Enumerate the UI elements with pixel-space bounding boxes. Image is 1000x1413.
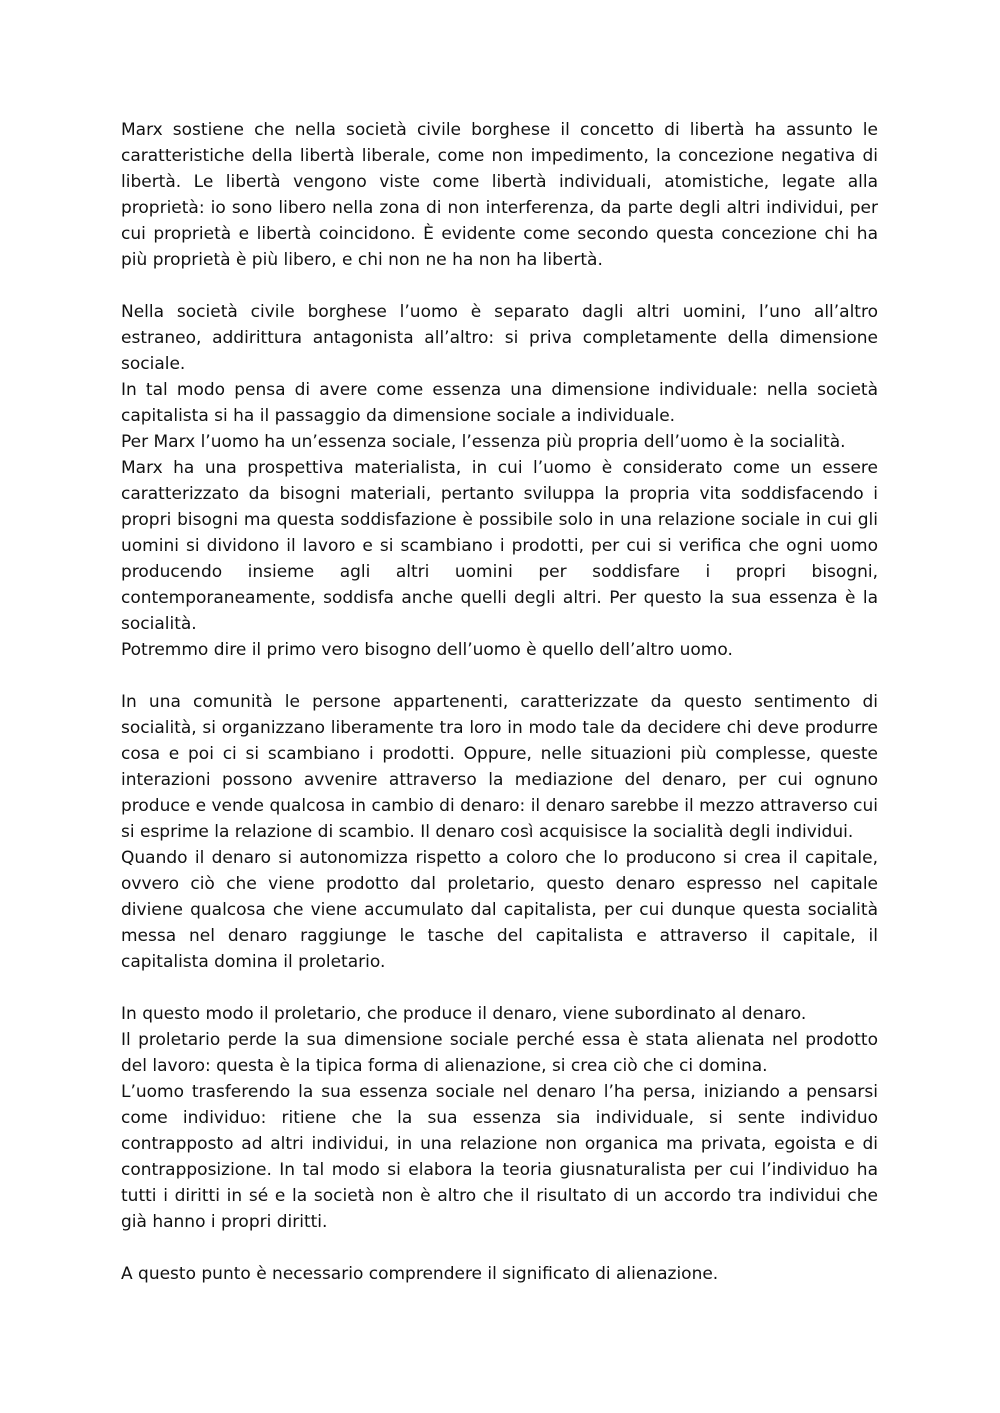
paragraph-comunita-denaro: In una comunità le persone appartenenti, caratterizzate da questo sentimento di socialità, si organizzano liberamente tra loro in modo tale da decidere chi deve produrre cosa e poi ci si scambiano i prodotti. Oppure, nelle situazioni più complesse, queste interazioni possono avvenire attraverso la mediazione del denaro, per cui ognuno produce e vende qualcosa in cambio di denaro: il denaro sarebbe il mezzo attraverso cui si esprime la relazione di scambio. Il denaro così acquisisce la socialità degli individui. — [121, 692, 878, 842]
paragraph-primo-bisogno: Potremmo dire il primo vero bisogno dell’uomo è quello dell’altro uomo. — [121, 640, 733, 660]
paragraph-giusnaturalismo: L’uomo trasferendo la sua essenza sociale nel denaro l’ha persa, iniziando a pensarsi come individuo: ritiene che la sua essenza sia individuale, si sente individuo contrapposto ad altri individui, in una relazione non organica ma privata, egoista e di contrapposizione. In tal modo si elabora la teoria giusnaturalista per cui l’individuo ha tutti i diritti in sé e la società non è altro che il risultato di un accordo tra individui che già hanno i propri diritti. — [121, 1082, 878, 1232]
paragraph-proletario-subordinato: In questo modo il proletario, che produce il denaro, viene subordinato al denaro. — [121, 1004, 807, 1024]
paragraph-prospettiva-materialista: Marx ha una prospettiva materialista, in cui l’uomo è considerato come un essere caratterizzato da bisogni materiali, pertanto sviluppa la propria vita soddisfacendo i propri bisogni ma questa soddisfazione è possibile solo in una relazione sociale in cui gli uomini si dividono il lavoro e si scambiano i prodotti, per cui si verifica che ogni uomo producendo insieme agli altri uomini per soddisfare i propri bisogni, contemporaneamente, soddisfa anche quelli degli altri. Per questo la sua essenza è la socialità. — [121, 458, 878, 634]
paragraph-capitale: Quando il denaro si autonomizza rispetto a coloro che lo producono si crea il capitale, ovvero ciò che viene prodotto dal proletario, questo denaro espresso nel capitale diviene qualcosa che viene accumulato dal capitalista, per cui dunque questa socialità messa nel denaro raggiunge le tasche del capitalista e attraverso il capitale, il capitalista domina il proletario. — [121, 848, 878, 972]
paragraph-essenza-sociale: Per Marx l’uomo ha un’essenza sociale, l’essenza più propria dell’uomo è la socialità. — [121, 432, 846, 452]
paragraph-essenza-individuale: In tal modo pensa di avere come essenza una dimensione individuale: nella società capitalista si ha il passaggio da dimensione sociale a individuale. — [121, 380, 878, 426]
document-page — [121, 117, 878, 1287]
paragraph-uomo-separato: Nella società civile borghese l’uomo è separato dagli altri uomini, l’uno all’altro estraneo, addirittura antagonista all’altro: si priva completamente della dimensione sociale. — [121, 302, 878, 374]
paragraph-liberta-liberale: Marx sostiene che nella società civile borghese il concetto di libertà ha assunto le caratteristiche della libertà liberale, come non impedimento, la concezione negativa di libertà. Le libertà vengono viste come libertà individuali, atomistiche, legate alla proprietà: io sono libero nella zona di non interferenza, da parte degli altri individui, per cui proprietà e libertà coincidono. È evidente come secondo questa concezione chi ha più proprietà è più libero, e chi non ne ha non ha libertà. — [121, 120, 878, 270]
paragraph-spacer — [121, 1235, 878, 1261]
paragraph-conclusione: A questo punto è necessario comprendere il significato di alienazione. — [121, 1264, 719, 1284]
paragraph-spacer — [121, 663, 878, 689]
paragraph-spacer — [121, 273, 878, 299]
paragraph-spacer — [121, 975, 878, 1001]
paragraph-alienazione-lavoro: Il proletario perde la sua dimensione sociale perché essa è stata alienata nel prodotto del lavoro: questa è la tipica forma di alienazione, si crea ciò che ci domina. — [121, 1030, 878, 1076]
